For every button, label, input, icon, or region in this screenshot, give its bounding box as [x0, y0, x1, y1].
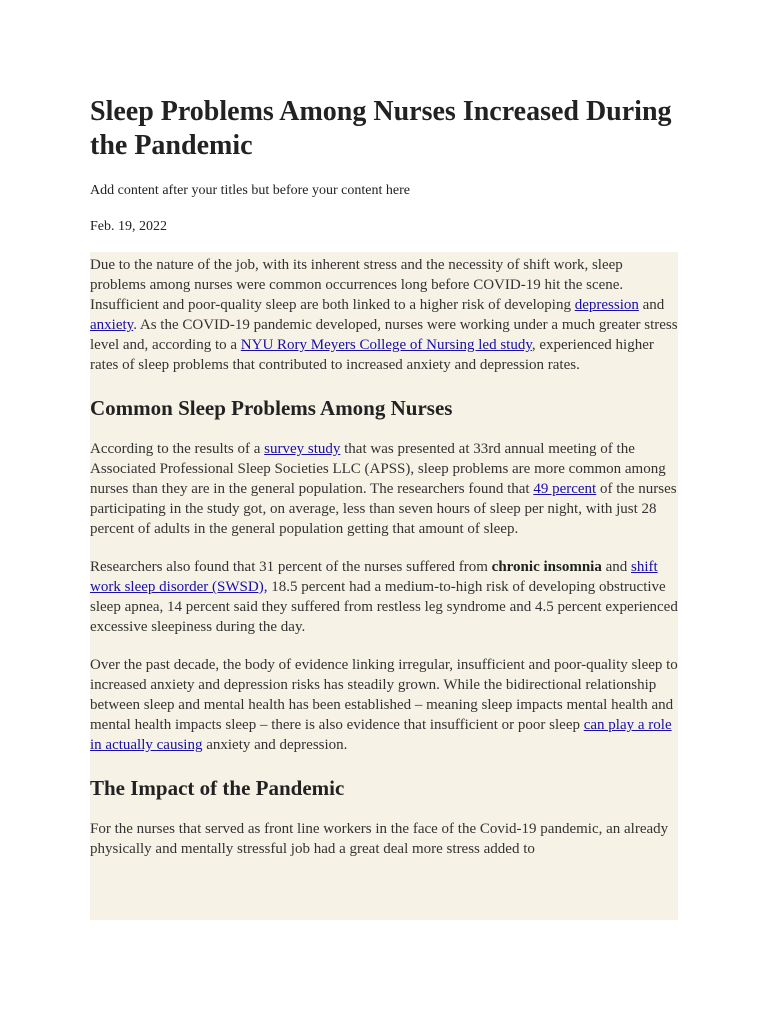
text-run: of the nurses participating in the study got, on average, less than seven hours of sleep per night, with just 28 percent of adults in the general population getting that amount of sleep.: [90, 481, 677, 537]
paragraph-front-line: [90, 819, 678, 859]
link-nyu-study[interactable]: NYU Rory Meyers College of Nursing led study: [240, 337, 532, 353]
text-run: According to the results of a: [90, 441, 265, 457]
paragraph-intro: [90, 255, 678, 375]
page-title: Sleep Problems Among Nurses Increased During the Pandemic: [90, 96, 672, 161]
text-run: anxiety and depression.: [202, 737, 348, 753]
article: [90, 0, 678, 857]
link-49-percent[interactable]: 49 percent: [533, 481, 597, 497]
text-run: Over the past decade, the body of evidence linking irregular, insufficient and poor-quality sleep to increased anxiety and depression risks has steadily grown. While the bidirectional relationship between sleep and mental health has been established – meaning sleep impacts mental health and mental health impacts sleep – there is also evidence that insufficient or poor sleep: [90, 657, 678, 733]
text-run: and: [638, 297, 665, 313]
text-run: Due to the nature of the job, with its inherent stress and the necessity of shift work, sleep problems among nurses were common occurrences long before COVID-19 hit the scene. Insufficient and poor-quality sleep are both linked to a higher risk of developing: [90, 257, 624, 313]
text-run: 18.5 percent had a medium-to-high risk of developing obstructive sleep apnea, 14 percent said they suffered from restless leg syndrome and 4.5 percent experienced excessive sleepiness during the day.: [90, 579, 678, 635]
heading-impact-of-pandemic: The Impact of the Pandemic: [90, 776, 345, 800]
text-run: that was presented at 33rd annual meeting of the Associated Professional Sleep Societies LLC (APSS), sleep problems are more common among nurses than they are in the general population. The researchers found that: [90, 441, 666, 497]
link-survey-study[interactable]: survey study: [264, 441, 341, 457]
link-swsd[interactable]: shift work sleep disorder (SWSD),: [90, 559, 658, 595]
text-run: . As the COVID-19 pandemic developed, nurses were working under a much greater stress level and, according to a: [90, 317, 678, 353]
paragraph-evidence: [90, 655, 678, 755]
text-run: , experienced higher rates of sleep problems that contributed to increased anxiety and depression rates.: [90, 337, 654, 373]
heading-common-sleep-problems: Common Sleep Problems Among Nurses: [90, 396, 453, 420]
article-body: [90, 252, 678, 920]
bold-chronic-insomnia: chronic insomnia: [491, 559, 602, 575]
intro-text: Add content after your titles but before your content here: [90, 183, 410, 198]
link-anxiety[interactable]: anxiety: [90, 317, 134, 333]
paragraph-survey: [90, 439, 678, 539]
publish-date: Feb. 19, 2022: [90, 219, 167, 234]
link-depression[interactable]: depression: [574, 297, 639, 313]
text-run: and: [601, 559, 631, 575]
paragraph-researchers: [90, 557, 678, 637]
text-run: For the nurses that served as front line workers in the face of the Covid-19 pandemic, an already physically and mentally stressful job had a great deal more stress added to: [90, 821, 669, 857]
text-run: Researchers also found that 31 percent of the nurses suffered from: [90, 559, 492, 575]
link-causing[interactable]: can play a role in actually causing: [90, 717, 672, 753]
